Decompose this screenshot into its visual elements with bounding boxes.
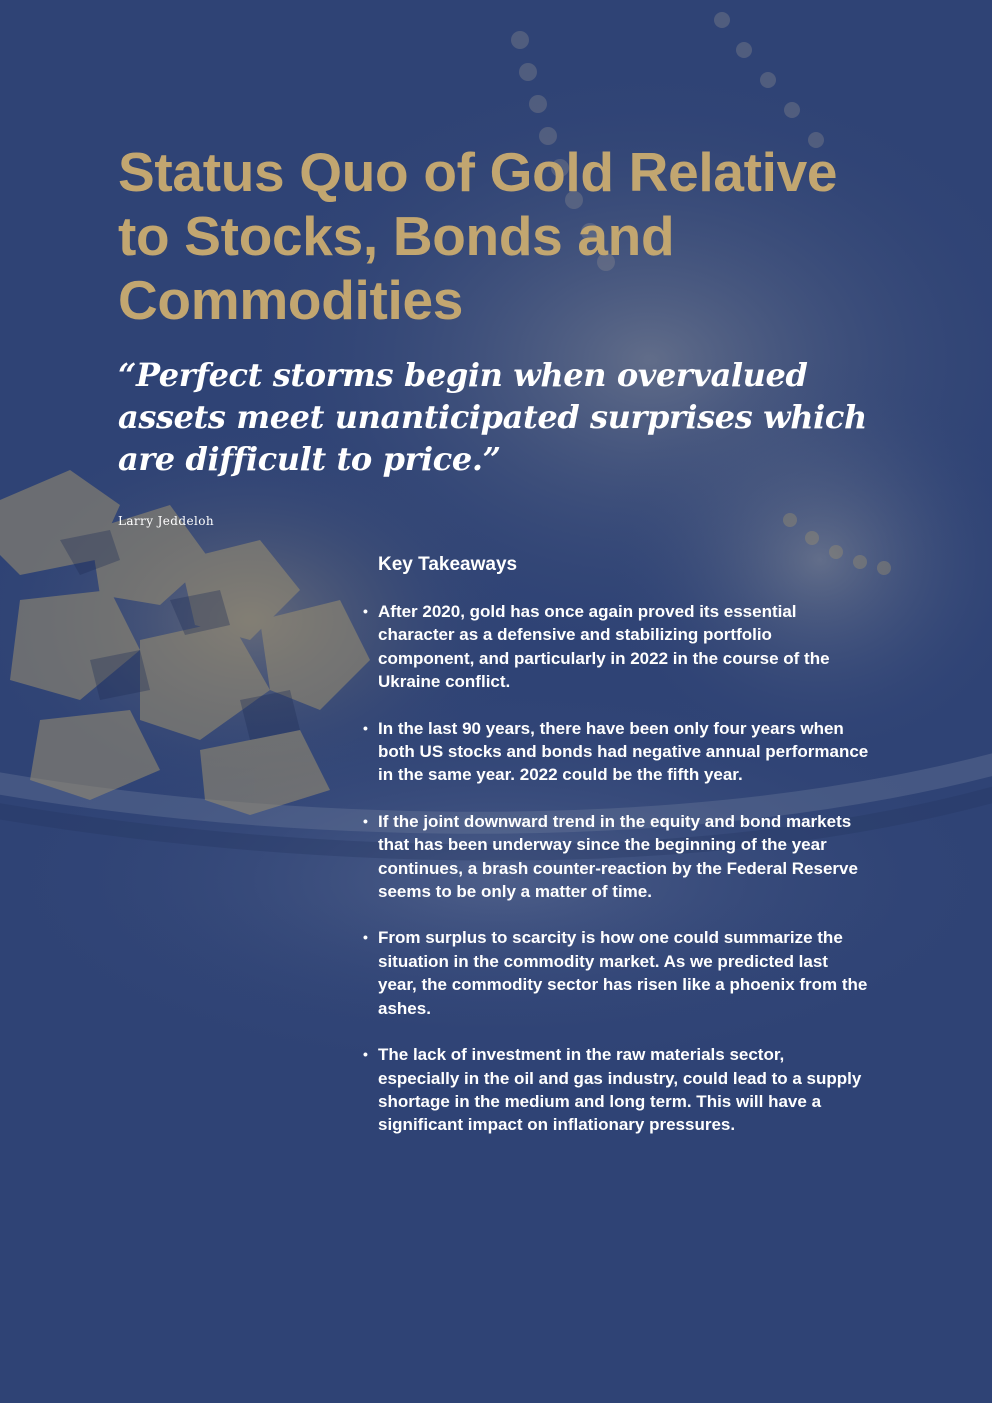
- takeaway-text: The lack of investment in the raw materials sector, especially in the oil and gas industry, could lead to a supply shortage in the medium and long term. This will have a significant impact on inflationary pressures.: [378, 1045, 862, 1135]
- takeaway-text: If the joint downward trend in the equity and bond markets that has been underway since the beginning of the year continues, a brash counter-reaction by the Federal Reserve seems to be only a matter of time.: [378, 811, 858, 902]
- takeaway-item: [360, 717, 870, 787]
- bullet-icon: •: [363, 929, 368, 946]
- bullet-icon: •: [363, 812, 368, 829]
- takeaway-text: After 2020, gold has once again proved its essential character as a defensive and stabilizing portfolio component, and particularly in 2022 in the course of the Ukraine conflict.: [378, 602, 830, 692]
- page-title: Status Quo of Gold Relative to Stocks, Bonds and Commodities: [118, 141, 838, 331]
- takeaway-text: In the last 90 years, there have been only four years when both US stocks and bonds had negative annual performance in the same year. 2022 could be the fifth year.: [378, 718, 869, 785]
- takeaway-item: [360, 926, 870, 1020]
- bullet-icon: •: [363, 603, 368, 619]
- bullet-icon: •: [363, 719, 368, 736]
- key-takeaways-heading: Key Takeaways: [378, 554, 518, 575]
- key-takeaways-section: [360, 552, 870, 1160]
- takeaway-item: [360, 810, 870, 904]
- takeaway-text: From surplus to scarcity is how one could summarize the situation in the commodity market. As we predicted last year, the commodity sector has risen like a phoenix from the ashes.: [378, 928, 868, 1018]
- pull-quote: “Perfect storms begin when overvalued assets meet unanticipated surprises which are difficult to price.”: [118, 356, 867, 478]
- takeaway-item: [360, 1043, 870, 1137]
- bullet-icon: •: [363, 1046, 368, 1063]
- quote-author: Larry Jeddeloh: [118, 514, 214, 528]
- key-takeaways-list: [360, 600, 870, 1137]
- takeaway-item: [360, 600, 870, 694]
